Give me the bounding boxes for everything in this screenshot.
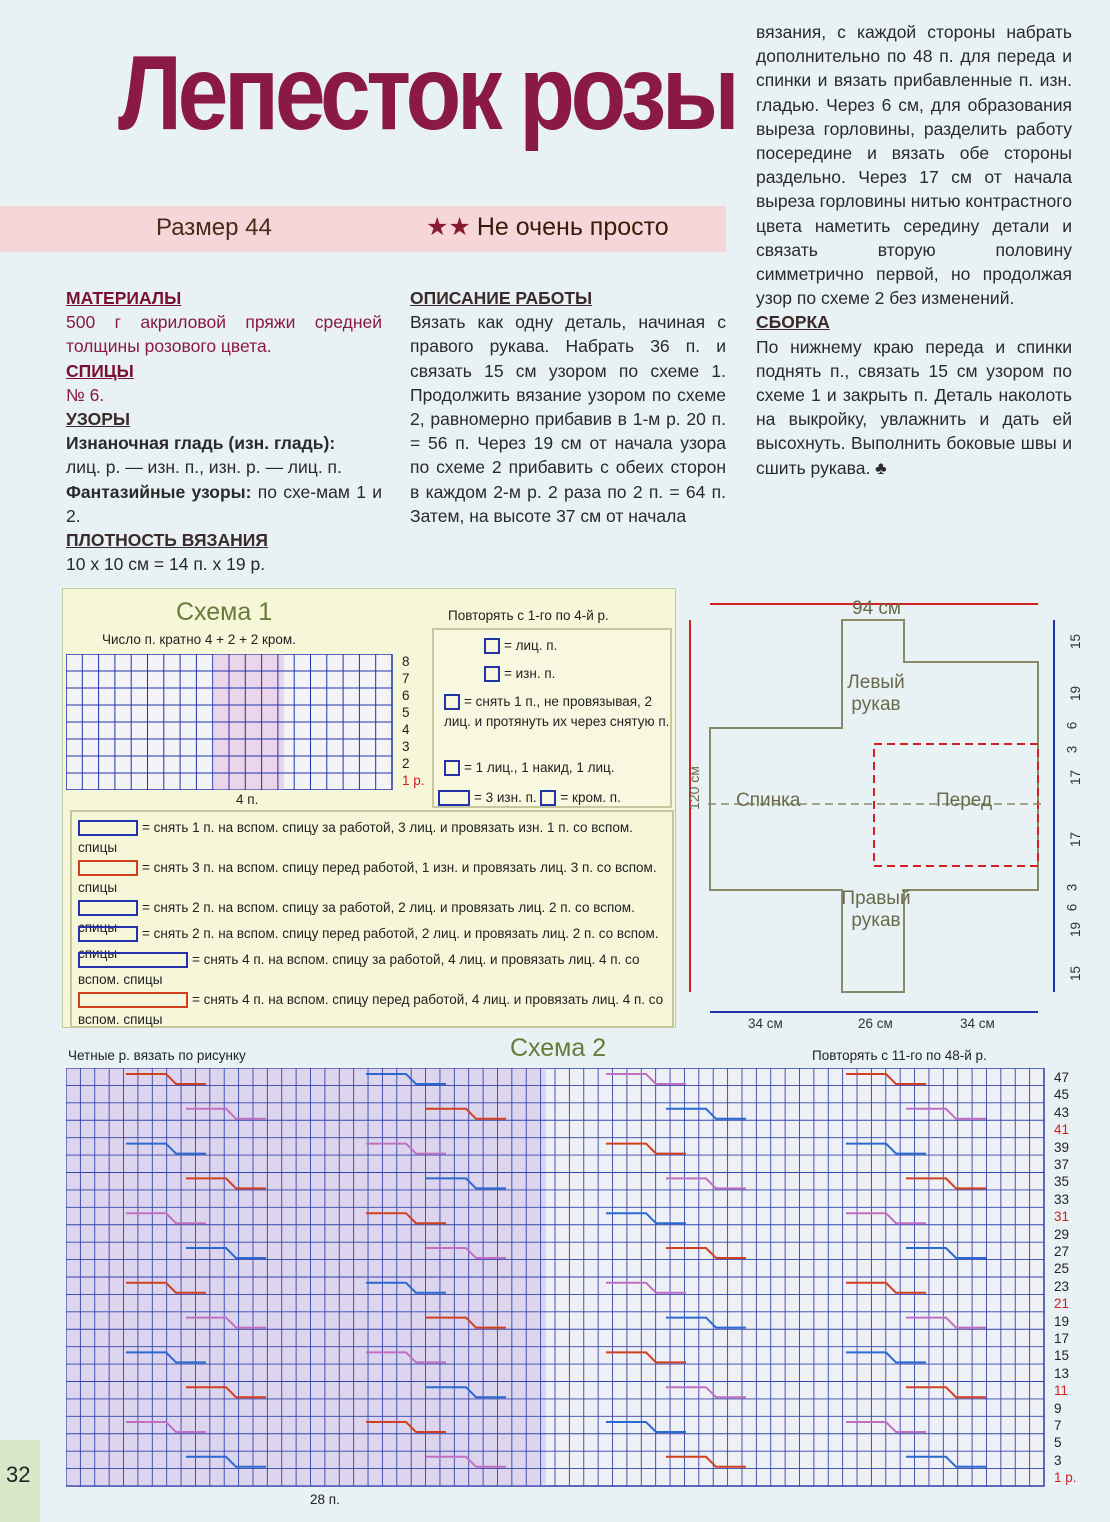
- assembly-heading: СБОРКА: [756, 312, 830, 333]
- side-dimension: 17: [1068, 831, 1084, 848]
- garment-diagram: [686, 592, 1096, 1032]
- schema2-row-number: 25: [1054, 1261, 1070, 1277]
- difficulty-text: Не очень просто: [476, 213, 669, 241]
- patterns-heading: УЗОРЫ: [66, 409, 131, 430]
- gauge-text: 10 х 10 см = 14 п. х 19 р.: [66, 554, 266, 575]
- side-dimension: 19: [1068, 921, 1084, 938]
- difficulty-stars-icon: ★★: [426, 213, 471, 241]
- schema2-row-number: 27: [1054, 1244, 1070, 1259]
- left-sleeve-label: Левый рукав: [847, 672, 905, 715]
- yarnover-icon: [444, 760, 460, 776]
- schema2-note-right: Повторять с 11-го по 48-й р.: [812, 1048, 987, 1063]
- schema1-repeat-width: 4 п.: [236, 792, 259, 807]
- cable-legend-2: = снять 3 п. на вспом. спицу перед работой, 1 изн. и провязать лиц. 3 п. со вспом. спицы: [78, 860, 657, 895]
- cable-legend-4: = снять 2 п. на вспом. спицу перед работой, 2 лиц. и провязать лиц. 2 п. со вспом. спицы: [78, 926, 659, 961]
- schema2-row-number: 35: [1054, 1174, 1070, 1190]
- schema1-row-number: 3: [402, 739, 410, 754]
- description-text: Вязать как одну деталь, начиная с правого рукава. Набрать 36 п. и связать 15 см узором по схеме 1. Продолжить вязание узором по схеме 2, равномерно прибавив в 1-м р. 20 п. = 56 п. Через 19 см от начала узора по схеме 2 прибавить с обеих сторон в каждом 2-м р. 2 раза по 2 п. = 64 п. Затем, на высоте 37 см от начала: [410, 312, 726, 526]
- schema1-subtitle: Число п. кратно 4 + 2 + 2 кром.: [102, 632, 296, 647]
- bottom-dim-2: 26 см: [858, 1016, 893, 1031]
- side-dimension: 6: [1064, 721, 1080, 730]
- bottom-dim-1: 34 см: [748, 1016, 783, 1031]
- side-dimension: 3: [1064, 883, 1080, 892]
- side-dimension: 3: [1064, 745, 1080, 754]
- schema2-title: Схема 2: [510, 1034, 607, 1062]
- column-middle: [410, 286, 726, 528]
- materials-text: 500 г акриловой пряжи средней толщины розового цвета.: [66, 312, 382, 357]
- side-dimension: 15: [1068, 965, 1084, 982]
- purl-title: Изнаночная гладь (изн. гладь):: [66, 433, 336, 454]
- legend-knit: = лиц. п.: [484, 636, 557, 656]
- schema1-row-number: 8: [402, 654, 410, 669]
- schema2-row-number: 1 р.: [1054, 1470, 1077, 1486]
- schema1-row-number: 5: [402, 705, 410, 720]
- legend-purl3: = 3 изн. п. = кром. п.: [438, 788, 621, 808]
- schema2-row-number: 3: [1054, 1452, 1062, 1468]
- bottom-dim-3: 34 см: [960, 1016, 995, 1031]
- schema1-row-number: 7: [402, 671, 410, 686]
- cable-1-icon: [78, 820, 138, 836]
- cable-legend-3: = снять 2 п. на вспом. спицу за работой, 2 лиц. и провязать лиц. 2 п. со вспом. спицы: [78, 900, 635, 935]
- assembly-text: По нижнему краю переда и спинки поднять п., связать 15 см узором по схеме 1 и закрыть п. Деталь наколоть на выкройку, увлажнить и дать ей высохнуть. Выполнить боковые швы и сшить рукава. ♣: [756, 336, 1072, 478]
- side-dimension: 17: [1068, 769, 1084, 786]
- schema2-row-number: 15: [1054, 1348, 1070, 1364]
- schema2-repeat-width: 28 п.: [310, 1492, 340, 1507]
- schema2-row-number: 11: [1054, 1383, 1069, 1399]
- front-label: Перед: [936, 790, 993, 811]
- schema2-row-number: 13: [1054, 1365, 1070, 1381]
- page-title: Лепесток розы: [118, 34, 736, 152]
- cable-legend-5: = снять 4 п. на вспом. спицу за работой, 4 лиц. и провязать лиц. 4 п. со вспом. спицы: [78, 952, 640, 987]
- materials-heading: МАТЕРИАЛЫ: [66, 288, 182, 308]
- schema1-row-number: 2: [402, 756, 410, 771]
- schema1-row-number: 4: [402, 722, 410, 737]
- legend-purl: = изн. п.: [484, 664, 555, 684]
- cable-legend-6: = снять 4 п. на вспом. спицу перед работой, 4 лиц. и провязать лиц. 4 п. со вспом. спицы: [78, 992, 664, 1027]
- difficulty-label: [426, 212, 669, 242]
- schema2-row-number: 9: [1054, 1400, 1062, 1416]
- page-number: 32: [0, 1440, 40, 1522]
- legend-slip: = снять 1 п., не провязывая, 2 лиц. и протянуть их через снятую п.: [444, 694, 670, 729]
- schema2-row-number: 33: [1054, 1191, 1070, 1207]
- schema1-repeat: Повторять с 1-го по 4-й р.: [448, 608, 609, 623]
- schema2-row-number: 17: [1054, 1331, 1070, 1346]
- schema2-row-number: 41: [1054, 1122, 1070, 1138]
- column-left: [66, 286, 382, 576]
- knit-icon: [484, 638, 500, 654]
- side-dimension: 6: [1064, 903, 1080, 912]
- continued-text: вязания, с каждой стороны набрать дополнительно по 48 п. для переда и спинки и вязать прибавленные п. изн. гладью. Через 6 см, для образования выреза горловины, разделить работу посередине и вязать обе стороны раздельно. Через 17 см от начала выреза горловины нитью контрастного цвета наметить середину детали и связать вторую половину симметрично первой, но продолжая узор по схеме 2 без изменений.: [756, 22, 1072, 309]
- schema2-note-left: Четные р. вязать по рисунку: [68, 1048, 246, 1063]
- slip-stitch-icon: [444, 694, 460, 710]
- height-label: 120 см: [685, 766, 702, 810]
- schema2-grid: [66, 1068, 1048, 1488]
- schema1-title: Схема 1: [176, 598, 273, 626]
- schema1-legend: [432, 628, 672, 808]
- cable-4-icon: [78, 926, 138, 942]
- fancy-text: по схе-мам 1 и 2.: [66, 481, 382, 526]
- schema1-grid: [66, 654, 396, 790]
- schema2-row-number: 19: [1054, 1313, 1070, 1329]
- needles-heading: СПИЦЫ: [66, 360, 134, 381]
- cable-legend-1: = снять 1 п. на вспом. спицу за работой, 3 лиц. и провязать изн. 1 п. со вспом. спицы: [78, 820, 633, 855]
- cable-5-icon: [78, 952, 188, 968]
- schema1-row-number: 1 р.: [402, 773, 425, 788]
- schema2-row-number: 29: [1054, 1226, 1070, 1242]
- schema2-row-number: 45: [1054, 1087, 1070, 1103]
- schema2-row-number: 43: [1054, 1104, 1070, 1120]
- edge-stitch-icon: [540, 790, 556, 806]
- legend-yarnover: = 1 лиц., 1 накид, 1 лиц.: [444, 758, 615, 778]
- gauge-heading: ПЛОТНОСТЬ ВЯЗАНИЯ: [66, 530, 268, 551]
- fancy-title: Фантазийные узоры:: [66, 481, 252, 502]
- purl-text: лиц. р. — изн. п., изн. р. — лиц. п.: [66, 457, 342, 478]
- schema2-row-number: 47: [1054, 1070, 1070, 1085]
- schema2-row-number: 31: [1054, 1209, 1070, 1225]
- schema2-row-number: 23: [1054, 1278, 1070, 1294]
- width-label: 94 см: [852, 598, 901, 619]
- schema2-row-number: 39: [1054, 1139, 1070, 1155]
- side-dimension: 15: [1068, 633, 1084, 650]
- cable-6-icon: [78, 992, 188, 1008]
- schema2-row-number: 37: [1054, 1157, 1070, 1172]
- side-dimension: 19: [1068, 685, 1084, 702]
- size-label: Размер 44: [156, 214, 272, 241]
- column-right: [756, 20, 1072, 480]
- schema2-row-number: 21: [1054, 1296, 1070, 1312]
- schema2-row-number: 5: [1054, 1435, 1062, 1451]
- purl-icon: [484, 666, 500, 682]
- cable-3-icon: [78, 900, 138, 916]
- schema2-row-number: 7: [1054, 1418, 1062, 1433]
- cable-2-icon: [78, 860, 138, 876]
- description-heading: ОПИСАНИЕ РАБОТЫ: [410, 288, 593, 308]
- back-label: Спинка: [736, 790, 801, 811]
- schema1-row-number: 6: [402, 688, 410, 703]
- right-sleeve-label: Правый рукав: [841, 888, 911, 931]
- purl3-icon: [438, 790, 470, 806]
- needles-text: № 6.: [66, 384, 105, 405]
